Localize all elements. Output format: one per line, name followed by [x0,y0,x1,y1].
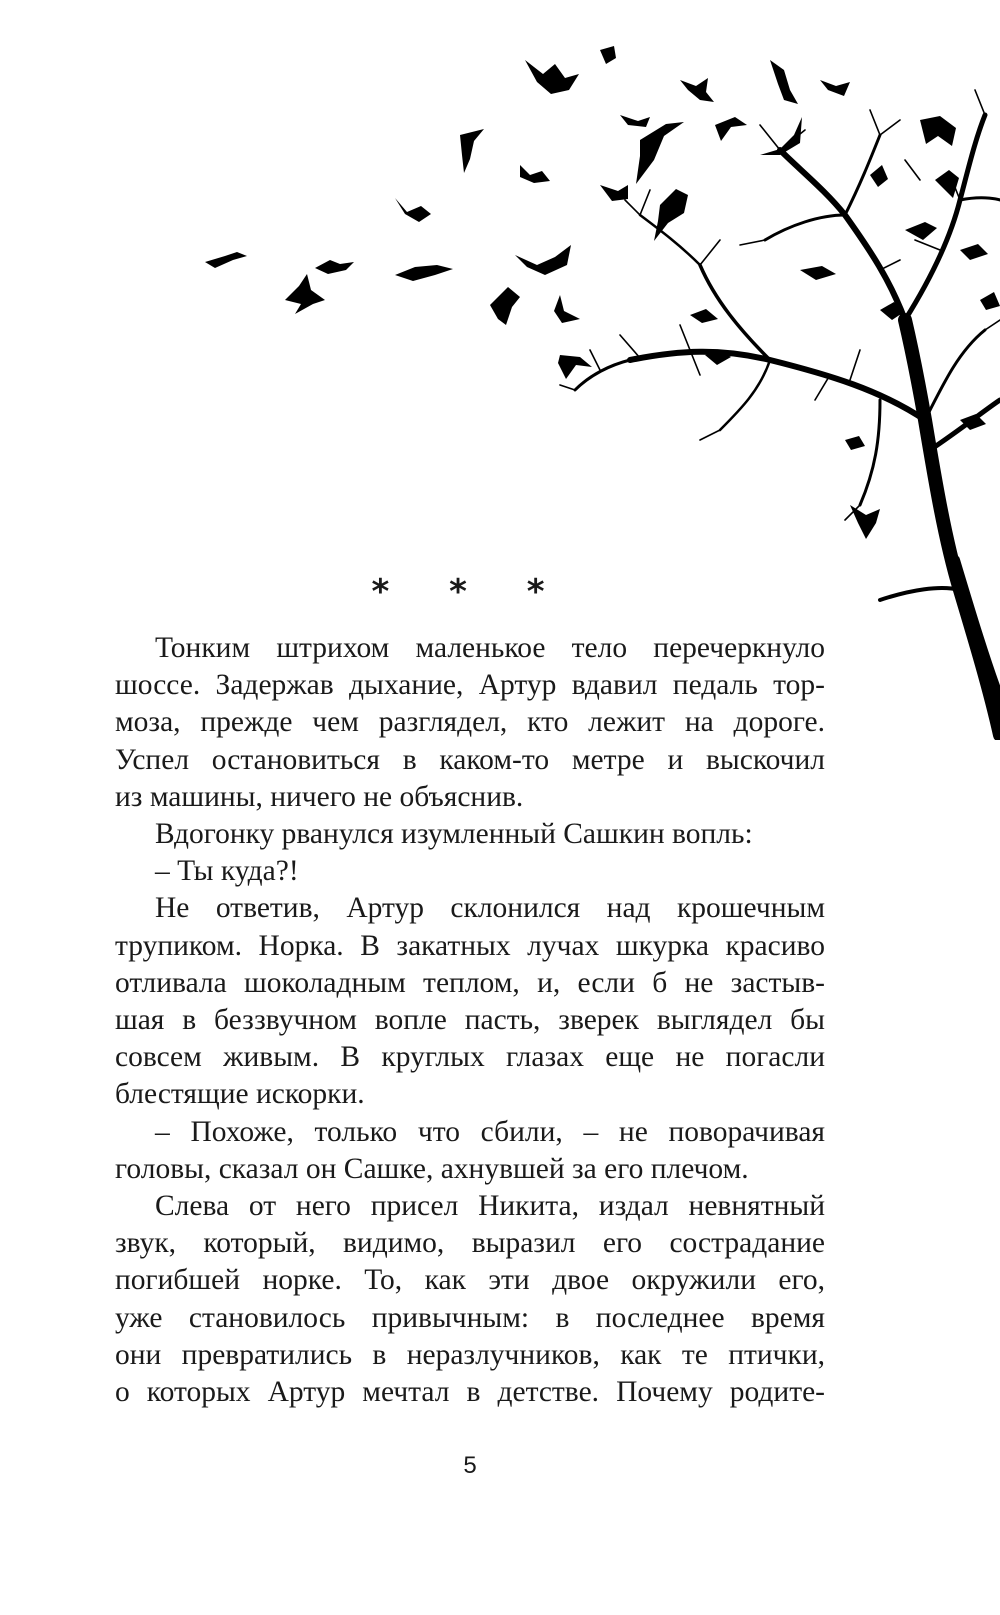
paragraph [115,1114,825,1188]
text-line: отливала шоколадным теплом, и, если б не застыв- [115,966,825,999]
text-line: трупиком. Норка. В закатных лучах шкурка красиво [115,929,825,962]
text-line: погибшей норке. То, как эти двое окружили его, [115,1264,825,1297]
text-line: моза, прежде чем разглядел, кто лежит на дороге. [115,706,825,739]
paragraph [115,1188,825,1411]
body-text [115,630,825,1411]
paragraph [115,890,825,1113]
text-line: шая в беззвучном вопле пасть, зверек выглядел бы [115,1004,825,1037]
section-separator: * * * [371,572,569,612]
text-line: уже становилось привычным: в последнее время [115,1301,825,1334]
text-line: о которых Артур мечтал в детстве. Почему родите- [115,1376,825,1409]
text-line: Не ответив, Артур склонился над крошечным [155,892,825,925]
text-line: шоссе. Задержав дыхание, Артур вдавил педаль тор- [115,669,825,702]
paragraph [115,816,825,853]
tree-with-crows-icon [0,0,1000,740]
text-line: блестящие искорки. [115,1078,365,1111]
text-line: звук, который, видимо, выразил его сострадание [115,1227,825,1260]
text-line: Тонким штрихом маленькое тело перечеркнуло [155,632,825,664]
text-line: – Похоже, только что сбили, – не поворачивая [155,1115,825,1148]
paragraph [115,630,825,816]
page-number: 5 [463,1452,477,1479]
text-line: Успел остановиться в каком-то метре и выскочил [115,743,825,776]
paragraph [115,853,825,890]
text-line: – Ты куда?! [155,855,299,888]
text-line: головы, сказал он Сашке, ахнувшей за его плечом. [115,1152,749,1185]
text-line: Слева от него присел Никита, издал невнятный [155,1190,825,1223]
text-line: Вдогонку рванулся изумленный Сашкин вопль: [155,818,753,851]
text-line: они превратились в неразлучников, как те птички, [115,1338,825,1371]
text-line: из машины, ничего не объяснив. [115,780,524,813]
text-line: совсем живым. В круглых глазах еще не погасли [115,1041,825,1074]
